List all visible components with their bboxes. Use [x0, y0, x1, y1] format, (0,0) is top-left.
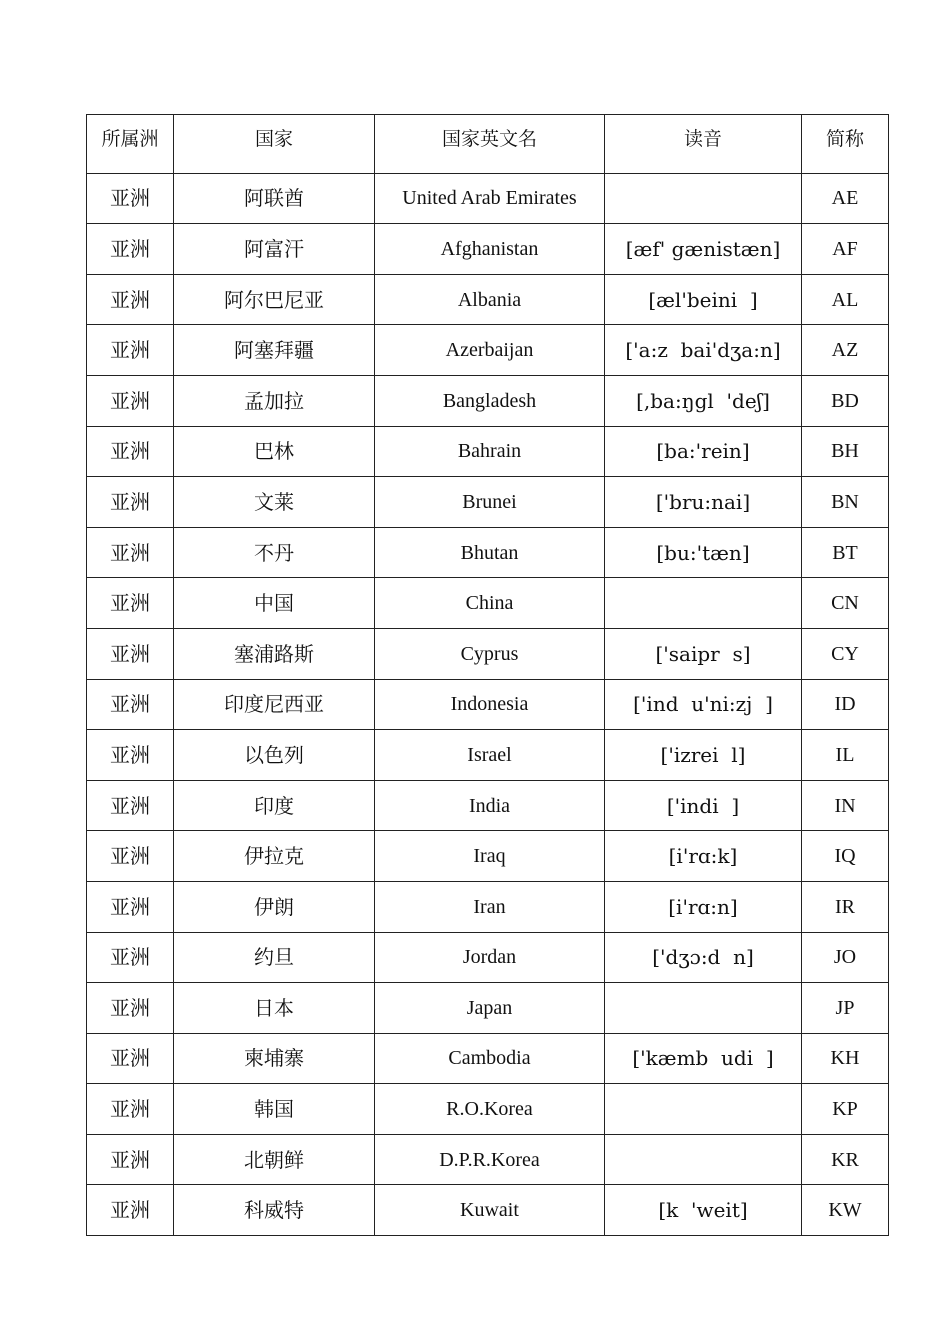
- table-row: [87, 983, 889, 1034]
- cell-english-name: Japan: [375, 983, 605, 1034]
- cell-english-name: Albania: [375, 274, 605, 325]
- cell-pronunciation: [æf' gænistæn]: [605, 224, 802, 275]
- cell-pronunciation: [605, 983, 802, 1034]
- cell-continent: 亚洲: [87, 578, 174, 629]
- table-row: [87, 932, 889, 983]
- cell-continent: 亚洲: [87, 628, 174, 679]
- cell-pronunciation: ['dʒɔ:d n]: [605, 932, 802, 983]
- cell-english-name: Bhutan: [375, 527, 605, 578]
- cell-continent: 亚洲: [87, 780, 174, 831]
- cell-pronunciation: ['ind u'ni:zj ]: [605, 679, 802, 730]
- table-row: [87, 426, 889, 477]
- cell-code: ID: [802, 679, 889, 730]
- header-pronunciation: 读音: [605, 115, 802, 174]
- cell-english-name: Israel: [375, 730, 605, 781]
- cell-code: AE: [802, 173, 889, 224]
- cell-code: BH: [802, 426, 889, 477]
- table-row: [87, 527, 889, 578]
- table-row: [87, 477, 889, 528]
- cell-pronunciation: [æl'beini ]: [605, 274, 802, 325]
- cell-english-name: Bahrain: [375, 426, 605, 477]
- cell-country: 孟加拉: [174, 375, 375, 426]
- table-row: [87, 628, 889, 679]
- cell-country: 不丹: [174, 527, 375, 578]
- header-english-name: 国家英文名: [375, 115, 605, 174]
- cell-english-name: D.P.R.Korea: [375, 1134, 605, 1185]
- cell-continent: 亚洲: [87, 274, 174, 325]
- table-row: [87, 274, 889, 325]
- cell-english-name: United Arab Emirates: [375, 173, 605, 224]
- cell-pronunciation: [605, 1084, 802, 1135]
- cell-code: KH: [802, 1033, 889, 1084]
- table-body: [87, 173, 889, 1235]
- cell-code: CN: [802, 578, 889, 629]
- cell-pronunciation: ['saipr s]: [605, 628, 802, 679]
- cell-country: 伊朗: [174, 881, 375, 932]
- cell-continent: 亚洲: [87, 426, 174, 477]
- cell-continent: 亚洲: [87, 224, 174, 275]
- cell-pronunciation: [i'rɑ:n]: [605, 881, 802, 932]
- table-row: [87, 881, 889, 932]
- cell-pronunciation: [i'rɑ:k]: [605, 831, 802, 882]
- cell-code: JP: [802, 983, 889, 1034]
- cell-english-name: China: [375, 578, 605, 629]
- cell-country: 巴林: [174, 426, 375, 477]
- cell-continent: 亚洲: [87, 679, 174, 730]
- cell-english-name: Azerbaijan: [375, 325, 605, 376]
- cell-pronunciation: [605, 1134, 802, 1185]
- cell-continent: 亚洲: [87, 730, 174, 781]
- table-row: [87, 780, 889, 831]
- table-row: [87, 1084, 889, 1135]
- cell-country: 科威特: [174, 1185, 375, 1236]
- cell-pronunciation: [bu:'tæn]: [605, 527, 802, 578]
- cell-code: KP: [802, 1084, 889, 1135]
- cell-pronunciation: ['kæmb udi ]: [605, 1033, 802, 1084]
- cell-country: 阿富汗: [174, 224, 375, 275]
- cell-pronunciation: ['izrei l]: [605, 730, 802, 781]
- cell-english-name: Kuwait: [375, 1185, 605, 1236]
- cell-country: 以色列: [174, 730, 375, 781]
- table-row: [87, 578, 889, 629]
- cell-code: BD: [802, 375, 889, 426]
- cell-code: AZ: [802, 325, 889, 376]
- cell-country: 日本: [174, 983, 375, 1034]
- cell-english-name: India: [375, 780, 605, 831]
- cell-code: JO: [802, 932, 889, 983]
- cell-continent: 亚洲: [87, 173, 174, 224]
- cell-country: 柬埔寨: [174, 1033, 375, 1084]
- cell-country: 阿联酋: [174, 173, 375, 224]
- cell-country: 塞浦路斯: [174, 628, 375, 679]
- cell-code: IL: [802, 730, 889, 781]
- cell-english-name: Bangladesh: [375, 375, 605, 426]
- cell-country: 中国: [174, 578, 375, 629]
- cell-english-name: Iraq: [375, 831, 605, 882]
- table-row: [87, 173, 889, 224]
- cell-country: 阿尔巴尼亚: [174, 274, 375, 325]
- table-row: [87, 325, 889, 376]
- table-row: [87, 1134, 889, 1185]
- cell-pronunciation: [ba:'rein]: [605, 426, 802, 477]
- cell-code: AL: [802, 274, 889, 325]
- table-row: [87, 730, 889, 781]
- cell-country: 伊拉克: [174, 831, 375, 882]
- cell-code: KR: [802, 1134, 889, 1185]
- cell-pronunciation: [605, 173, 802, 224]
- cell-continent: 亚洲: [87, 881, 174, 932]
- cell-code: IQ: [802, 831, 889, 882]
- cell-english-name: Afghanistan: [375, 224, 605, 275]
- cell-continent: 亚洲: [87, 527, 174, 578]
- cell-pronunciation: [605, 578, 802, 629]
- table-row: [87, 1033, 889, 1084]
- table-row: [87, 1185, 889, 1236]
- country-code-table: [86, 114, 889, 1236]
- cell-code: KW: [802, 1185, 889, 1236]
- cell-continent: 亚洲: [87, 477, 174, 528]
- cell-country: 印度: [174, 780, 375, 831]
- cell-continent: 亚洲: [87, 1084, 174, 1135]
- cell-english-name: Jordan: [375, 932, 605, 983]
- cell-pronunciation: ['bru:nai]: [605, 477, 802, 528]
- cell-country: 北朝鲜: [174, 1134, 375, 1185]
- cell-pronunciation: ['indi ]: [605, 780, 802, 831]
- cell-code: CY: [802, 628, 889, 679]
- table-row: [87, 679, 889, 730]
- cell-continent: 亚洲: [87, 932, 174, 983]
- cell-english-name: Cambodia: [375, 1033, 605, 1084]
- cell-english-name: Cyprus: [375, 628, 605, 679]
- cell-code: AF: [802, 224, 889, 275]
- table-row: [87, 831, 889, 882]
- cell-pronunciation: ['a:z bai'dʒa:n]: [605, 325, 802, 376]
- cell-country: 韩国: [174, 1084, 375, 1135]
- table-row: [87, 224, 889, 275]
- cell-pronunciation: [k 'weit]: [605, 1185, 802, 1236]
- cell-continent: 亚洲: [87, 1185, 174, 1236]
- cell-english-name: R.O.Korea: [375, 1084, 605, 1135]
- cell-country: 印度尼西亚: [174, 679, 375, 730]
- cell-continent: 亚洲: [87, 325, 174, 376]
- cell-continent: 亚洲: [87, 1134, 174, 1185]
- cell-country: 阿塞拜疆: [174, 325, 375, 376]
- cell-continent: 亚洲: [87, 375, 174, 426]
- cell-english-name: Indonesia: [375, 679, 605, 730]
- cell-continent: 亚洲: [87, 983, 174, 1034]
- header-country: 国家: [174, 115, 375, 174]
- cell-country: 约旦: [174, 932, 375, 983]
- cell-pronunciation: [,ba:ŋgl 'deʃ]: [605, 375, 802, 426]
- header-code: 简称: [802, 115, 889, 174]
- cell-continent: 亚洲: [87, 831, 174, 882]
- table-header-row: [87, 115, 889, 174]
- header-continent: 所属洲: [87, 115, 174, 174]
- cell-code: IR: [802, 881, 889, 932]
- cell-country: 文莱: [174, 477, 375, 528]
- cell-code: IN: [802, 780, 889, 831]
- cell-code: BT: [802, 527, 889, 578]
- cell-english-name: Iran: [375, 881, 605, 932]
- cell-code: BN: [802, 477, 889, 528]
- table-row: [87, 375, 889, 426]
- cell-english-name: Brunei: [375, 477, 605, 528]
- cell-continent: 亚洲: [87, 1033, 174, 1084]
